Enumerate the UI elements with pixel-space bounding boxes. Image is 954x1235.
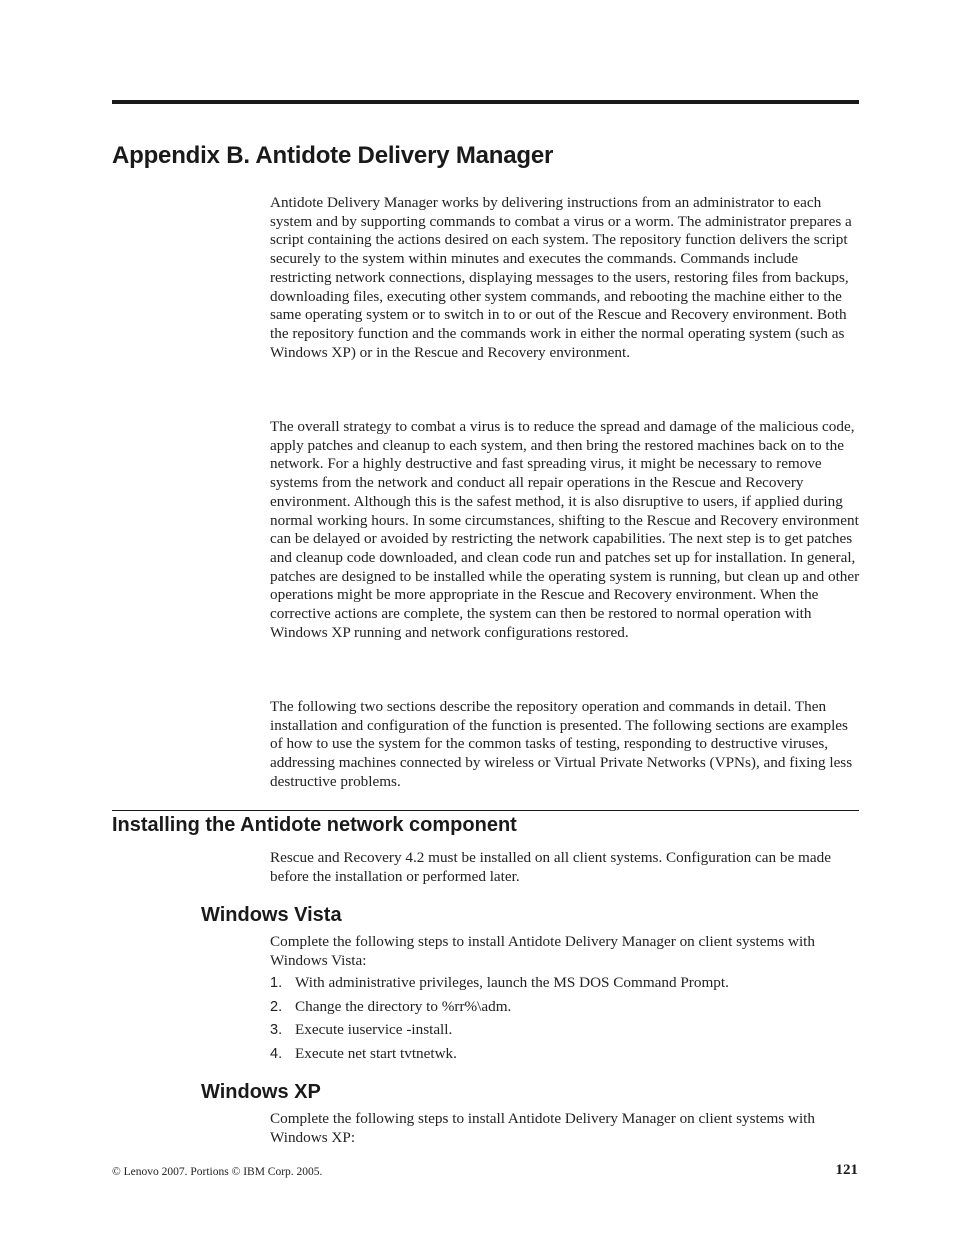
step-text: With administrative privileges, launch the MS DOS Command Prompt. [295,974,729,991]
xp-paragraph: Complete the following steps to install Antidote Delivery Manager on client systems with Windows XP: [270,1110,815,1146]
vista-paragraph: Complete the following steps to install Antidote Delivery Manager on client systems with Windows Vista: [270,933,815,969]
xp-heading: Windows XP [201,1081,321,1103]
list-item [270,1045,860,1069]
intro-paragraph-1: Antidote Delivery Manager works by delivering instructions from an administrator to each system and by supporting commands to combat a virus or a worm. The administrator prepares a script containing the actions desired on each system. The repository function delivers the script securely to the system within minutes and executes the commands. Commands include restricting network connections, displaying messages to the users, restoring files from backups, downloading files, executing other system commands, and rebooting the machine either to the same operating system or to switch in to or out of the Rescue and Recovery environment. Both the repository function and the commands work in either the normal operating system (such as Windows XP) or in the Rescue and Recovery environment. [270,194,852,361]
step-text: Execute net start tvtnetwk. [295,1044,457,1062]
list-item [270,1021,860,1045]
intro-paragraph-3: The following two sections describe the repository operation and commands in detail. Then installation and configuration of the function is presented. The following sections are examples of how to use the system for the common tasks of testing, responding to destructive viruses, addressing machines connected by wireless or Virtual Private Networks (VPNs), and fixing less destructive problems. [270,698,853,790]
vista-heading: Windows Vista [201,904,342,926]
list-item [270,974,860,998]
section-paragraph: Rescue and Recovery 4.2 must be installed on all client systems. Configuration can be made before the installation or performed later. [270,849,831,885]
section-rule [112,810,859,811]
top-rule [112,100,859,104]
page-number: 121 [835,1162,858,1178]
section-heading: Installing the Antidote network component [112,814,517,836]
step-number: 3. [270,1022,283,1038]
step-number: 4. [270,1045,283,1062]
step-text: Change the directory to %rr%\adm. [295,997,512,1015]
step-text: Execute iuservice -install. [295,1021,453,1038]
footer-copyright: © Lenovo 2007. Portions © IBM Corp. 2005. [112,1166,323,1178]
step-number: 1. [270,975,283,991]
intro-paragraph-2: The overall strategy to combat a virus is to reduce the spread and damage of the malicious code, apply patches and cleanup to each system, and then bring the restored machines back on to the network. For a highly destructive and fast spreading virus, it might be necessary to remove systems from the network and conduct all repair operations in the Rescue and Recovery environment. Although this is the safest method, it is also disruptive to users, if applied during normal working hours. In some circumstances, shifting to the Rescue and Recovery environment can be delayed or avoided by restricting the network capabilities. The next step is to get patches and cleanup code downloaded, and clean code run and patches set up for installation. In general, patches are designed to be installed while the operating system is running, but clean up and other operations might be more appropriate in the Rescue and Recovery environment. When the corrective actions are complete, the system can then be restored to normal operation with Windows XP running and network configurations restored. [270,418,860,641]
vista-steps-list [270,974,860,1068]
page-title: Appendix B. Antidote Delivery Manager [112,142,554,169]
step-number: 2. [270,998,283,1015]
list-item [270,998,860,1022]
